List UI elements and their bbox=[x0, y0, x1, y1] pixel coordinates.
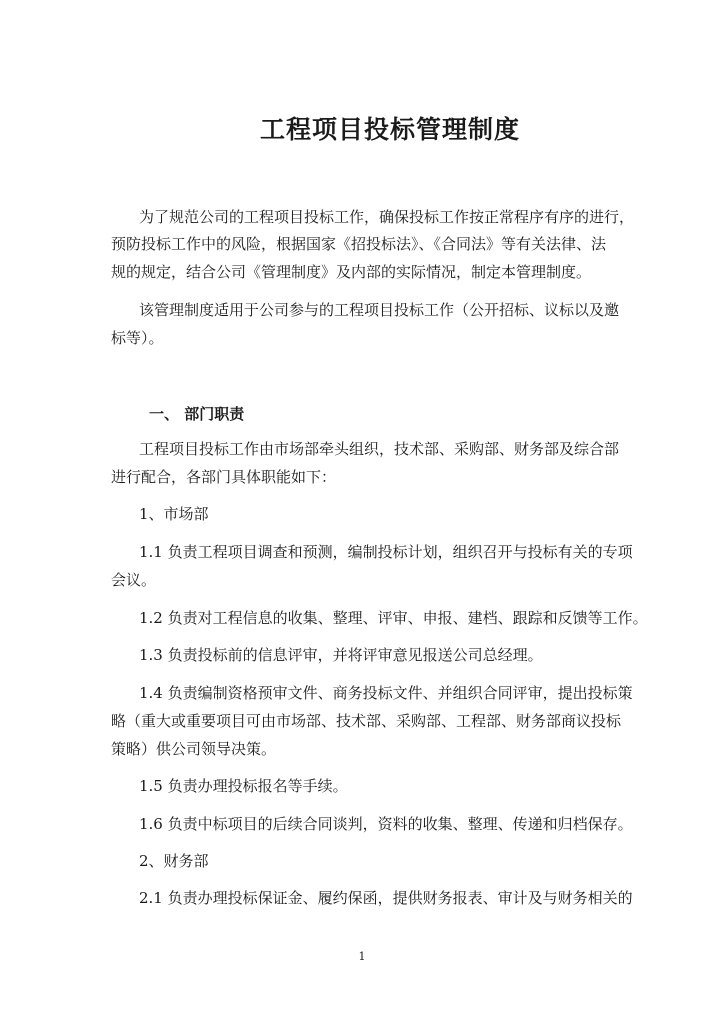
paragraph-line: 会议。 bbox=[111, 571, 157, 589]
paragraph-line: 标等）。 bbox=[111, 329, 164, 347]
paragraph-line: 为了规范公司的工程项目投标工作，确保投标工作按正常程序有序的进行， bbox=[139, 208, 635, 226]
paragraph-line: 略（重大或重要项目可由市场部、技术部、采购部、工程部、财务部商议投标 bbox=[111, 712, 622, 730]
section-heading: 一、 部门职责 bbox=[149, 405, 245, 423]
paragraph-line: 进行配合，各部门具体职能如下： bbox=[111, 468, 337, 486]
paragraph-line: 策略）供公司领导决策。 bbox=[111, 740, 277, 758]
page-number: 1 bbox=[358, 950, 366, 963]
paragraph-line: 1.3 负责投标前的信息评审，并将评审意见报送公司总经理。 bbox=[139, 646, 543, 664]
paragraph-line: 1.4 负责编制资格预审文件、商务投标文件、并组织合同评审，提出投标策 bbox=[139, 684, 633, 702]
paragraph-line: 工程项目投标工作由市场部牵头组织，技术部、采购部、财务部及综合部 bbox=[139, 440, 620, 458]
paragraph-line: 1.2 负责对工程信息的收集、整理、评审、申报、建档、跟踪和反馈等工作。 bbox=[139, 609, 648, 627]
document-title: 工程项目投标管理制度 bbox=[259, 115, 520, 144]
subsection-heading: 1、市场部 bbox=[139, 505, 209, 523]
paragraph-line: 1.1 负责工程项目调查和预测，编制投标计划，组织召开与投标有关的专项 bbox=[139, 543, 633, 561]
paragraph-line: 1.5 负责办理投标报名等手续。 bbox=[139, 777, 348, 795]
paragraph-line: 1.6 负责中标项目的后续合同谈判，资料的收集、整理、传递和归档保存。 bbox=[139, 815, 633, 833]
paragraph-line: 2.1 负责办理投标保证金、履约保函，提供财务报表、审计及与财务相关的 bbox=[139, 889, 633, 907]
paragraph-line: 预防投标工作中的风险，根据国家《招投标法》、《合同法》等有关法律、法 bbox=[111, 235, 607, 253]
subsection-heading: 2、财务部 bbox=[139, 852, 209, 870]
paragraph-line: 规的规定，结合公司《管理制度》及内部的实际情况，制定本管理制度。 bbox=[111, 263, 592, 281]
paragraph-line: 该管理制度适用于公司参与的工程项目投标工作（公开招标、议标以及邀 bbox=[139, 301, 620, 319]
